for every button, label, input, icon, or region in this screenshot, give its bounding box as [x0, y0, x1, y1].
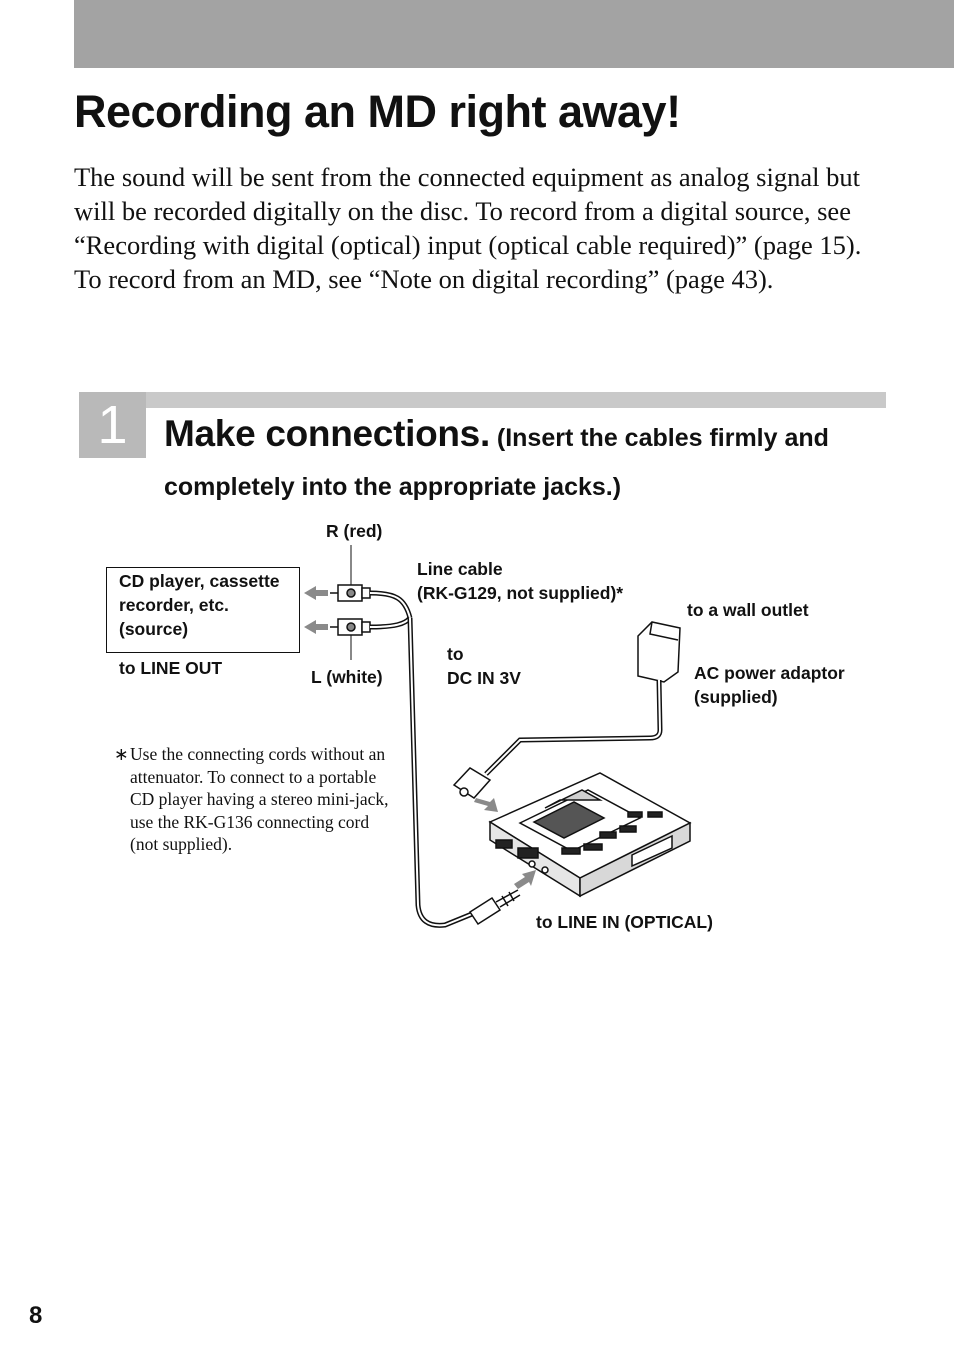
step-heading [164, 410, 894, 512]
step-number: 1 [79, 392, 146, 458]
step-heading-main: Make connections. [164, 413, 490, 454]
r-red-label: R (red) [326, 521, 383, 541]
header-bar [74, 0, 954, 68]
ac-supplied-label: (supplied) [694, 687, 778, 707]
source-device-box [106, 567, 300, 653]
stereo-mini-plug-icon [470, 890, 520, 924]
ac-adaptor-label: AC power adaptor [694, 663, 845, 683]
dc-in-label: DC IN 3V [447, 668, 521, 688]
ac-adaptor-icon [638, 622, 680, 682]
step-bar [146, 392, 886, 408]
line-cable-label: Line cable [417, 559, 503, 579]
footnote-text: Use the connecting cords without an attenuator. To connect to a portable CD player having a stereo mini-jack, use the RK-G136 connecting cord (not supplied). [130, 744, 389, 855]
to-line-in-label: to LINE IN (OPTICAL) [536, 912, 713, 932]
to-wall-outlet-label: to a wall outlet [687, 600, 809, 620]
page-number: 8 [29, 1302, 43, 1329]
to-label: to [447, 644, 464, 664]
arrow-icon [474, 798, 498, 812]
arrow-icon [304, 586, 328, 634]
footnote-mark: ∗ [114, 744, 129, 764]
page-title: Recording an MD right away! [74, 86, 681, 137]
step-heading-sub: (Insert the cables firmly and completely into the appropriate jacks.) [164, 424, 829, 501]
arrow-icon [514, 870, 536, 889]
line-cable-model-label: (RK-G129, not supplied)* [417, 583, 624, 603]
adaptor-cord [486, 680, 660, 774]
rca-plug-icon [330, 545, 370, 660]
minidisc-recorder-icon [490, 773, 690, 896]
l-white-label: L (white) [311, 667, 383, 687]
intro-paragraph: The sound will be sent from the connected equipment as analog signal but will be recorded digitally on the disc. To record from a digital source, see “Recording with digital (optical) input (optical cable required)” (page 15). To record from an MD, see “Note on digital recording” (page 43). [74, 162, 862, 294]
source-device-label: CD player, cassette recorder, etc. (source) [119, 571, 280, 639]
to-line-out-label: to LINE OUT [119, 658, 223, 678]
footnote [114, 743, 394, 856]
